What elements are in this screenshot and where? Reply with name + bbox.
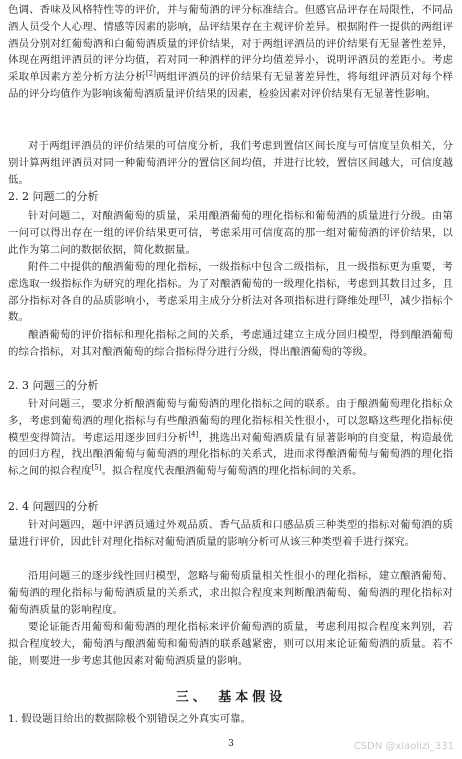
paragraph-5: 酿酒葡萄的评价指标和理化指标之间的关系，考虑通过建立主成分回归模型，得到酿酒葡萄的综合指标，对其对酿酒葡萄的综合指标得分进行分级，得出酿酒葡萄的等级。 bbox=[8, 329, 453, 358]
paragraph-7: 针对问题四，题中评酒员通过外观品质、香气品质和口感品质三种类型的指标对葡萄酒的质量进行评价，因此针对理化指标对葡萄酒质量的影响分析可从该三种类型着手进行探究。 bbox=[8, 519, 453, 548]
paragraph-4: 附件二中提供的酿酒葡萄的理化指标，一级指标中包含二级指标，且一级指标更为重要，考虑选取一级指标作为研究的理化指标。为了对酿酒葡萄的一级理化指标，考虑到其数目过多，且部分指标对各自的品质影响小，考虑采用主成分分析法对各项指标进行降维处理[3]，减少指标个数。 bbox=[8, 261, 453, 324]
paragraph-2: 对于两组评酒员的评价结果的可信度分析，我们考虑到置信区间长度与可信度呈负相关，分别计算两组评酒员对同一种葡萄酒评分的置信区间均值，并进行比较，置信区间越大，可信度越低。 bbox=[8, 140, 453, 186]
citation-5: [5] bbox=[91, 463, 102, 472]
section-heading-2-4: 2. 4 问题四的分析 bbox=[8, 500, 99, 513]
paragraph-6: 针对问题三，要求分析酿酒葡萄与葡萄酒的理化指标之间的联系。由于酿酒葡萄理化指标众多，考虑到葡萄酒的理化指标与有些酿酒葡萄的理化指标相关性很小，可以忽略这些理化指标使模型变得简洁。考虑运用逐步回归分析[4]，挑选出对葡萄酒质量有显著影响的自变量，构造最优的回归方程，找出酿酒葡萄与葡萄酒的理化指标的关系式，进而求得酿酒葡萄与葡萄酒的理化指标之间的拟合程度[5]。拟合程度代表酿酒葡萄与葡萄酒的理化指标间的关系。 bbox=[8, 398, 453, 478]
watermark: CSDN @xiaolizi_331 bbox=[353, 741, 454, 752]
citation-4: [4] bbox=[188, 430, 199, 439]
paragraph-10: 1. 假设题目给出的数据除极个别错误之外真实可靠。 bbox=[8, 713, 252, 725]
section-heading-2-3: 2. 3 问题三的分析 bbox=[8, 379, 99, 392]
paragraph-9: 要论证能否用葡萄和葡萄酒的理化指标来评价葡萄酒的质量，考虑利用拟合程度来判别，若拟合程度较大，葡萄酒与酿酒葡萄和葡萄酒的联系越紧密，则可以用来论证葡萄酒的质量。若不能，则要进一步考虑其他因素对葡萄酒质量的影响。 bbox=[8, 621, 453, 667]
paragraph-8: 沿用问题三的逐步线性回归模型，忽略与葡萄质量相关性很小的理化指标，建立酿酒葡萄、葡萄酒的理化指标与葡萄酒质量的关系式，求出拟合程度来判断酿酒葡萄、葡萄酒的理化指标对葡萄酒质量的影响程度。 bbox=[8, 570, 453, 616]
citation-2: [2] bbox=[145, 69, 156, 78]
paragraph-1: 色调、香味及风格特性等的评价，并与葡萄酒的评分标准结合。但感官品评存在局限性，不同品酒人员受个人心理、情感等因素的影响，品评结果存在主观评价差异。根据附件一提供的两组评酒员分别对红葡萄酒和白葡萄酒质量的评价结果，对于两组评酒员的评价结果有无显著性差异，体现在两组评酒员的评分均值，若对同一种酒样的评分均值差异小，说明评酒员的差距小。考虑采取单因素方差分析方法分析[2]两组评酒员的评价结果有无显著差异性，将每组评酒员对每个样品的评分均值作为影响该葡萄酒质量评价结果的因素，检验因素对评价结果有无显著性影响。 bbox=[8, 4, 453, 100]
section-heading-2-2: 2. 2 问题二的分析 bbox=[8, 190, 99, 203]
section-heading-3: 三、 基本假设 bbox=[175, 690, 287, 705]
paragraph-3: 针对问题二，对酿酒葡萄的质量，采用酿酒葡萄的理化指标和葡萄酒的质量进行分级。由第一问可以得出存在一组的评价结果更可信，考虑采用可信度高的那一组对葡萄酒的评价结果，以此作为第二问的数据依据，简化数据量。 bbox=[8, 210, 453, 256]
citation-3: [3] bbox=[379, 293, 390, 302]
page-number: 3 bbox=[228, 739, 234, 749]
